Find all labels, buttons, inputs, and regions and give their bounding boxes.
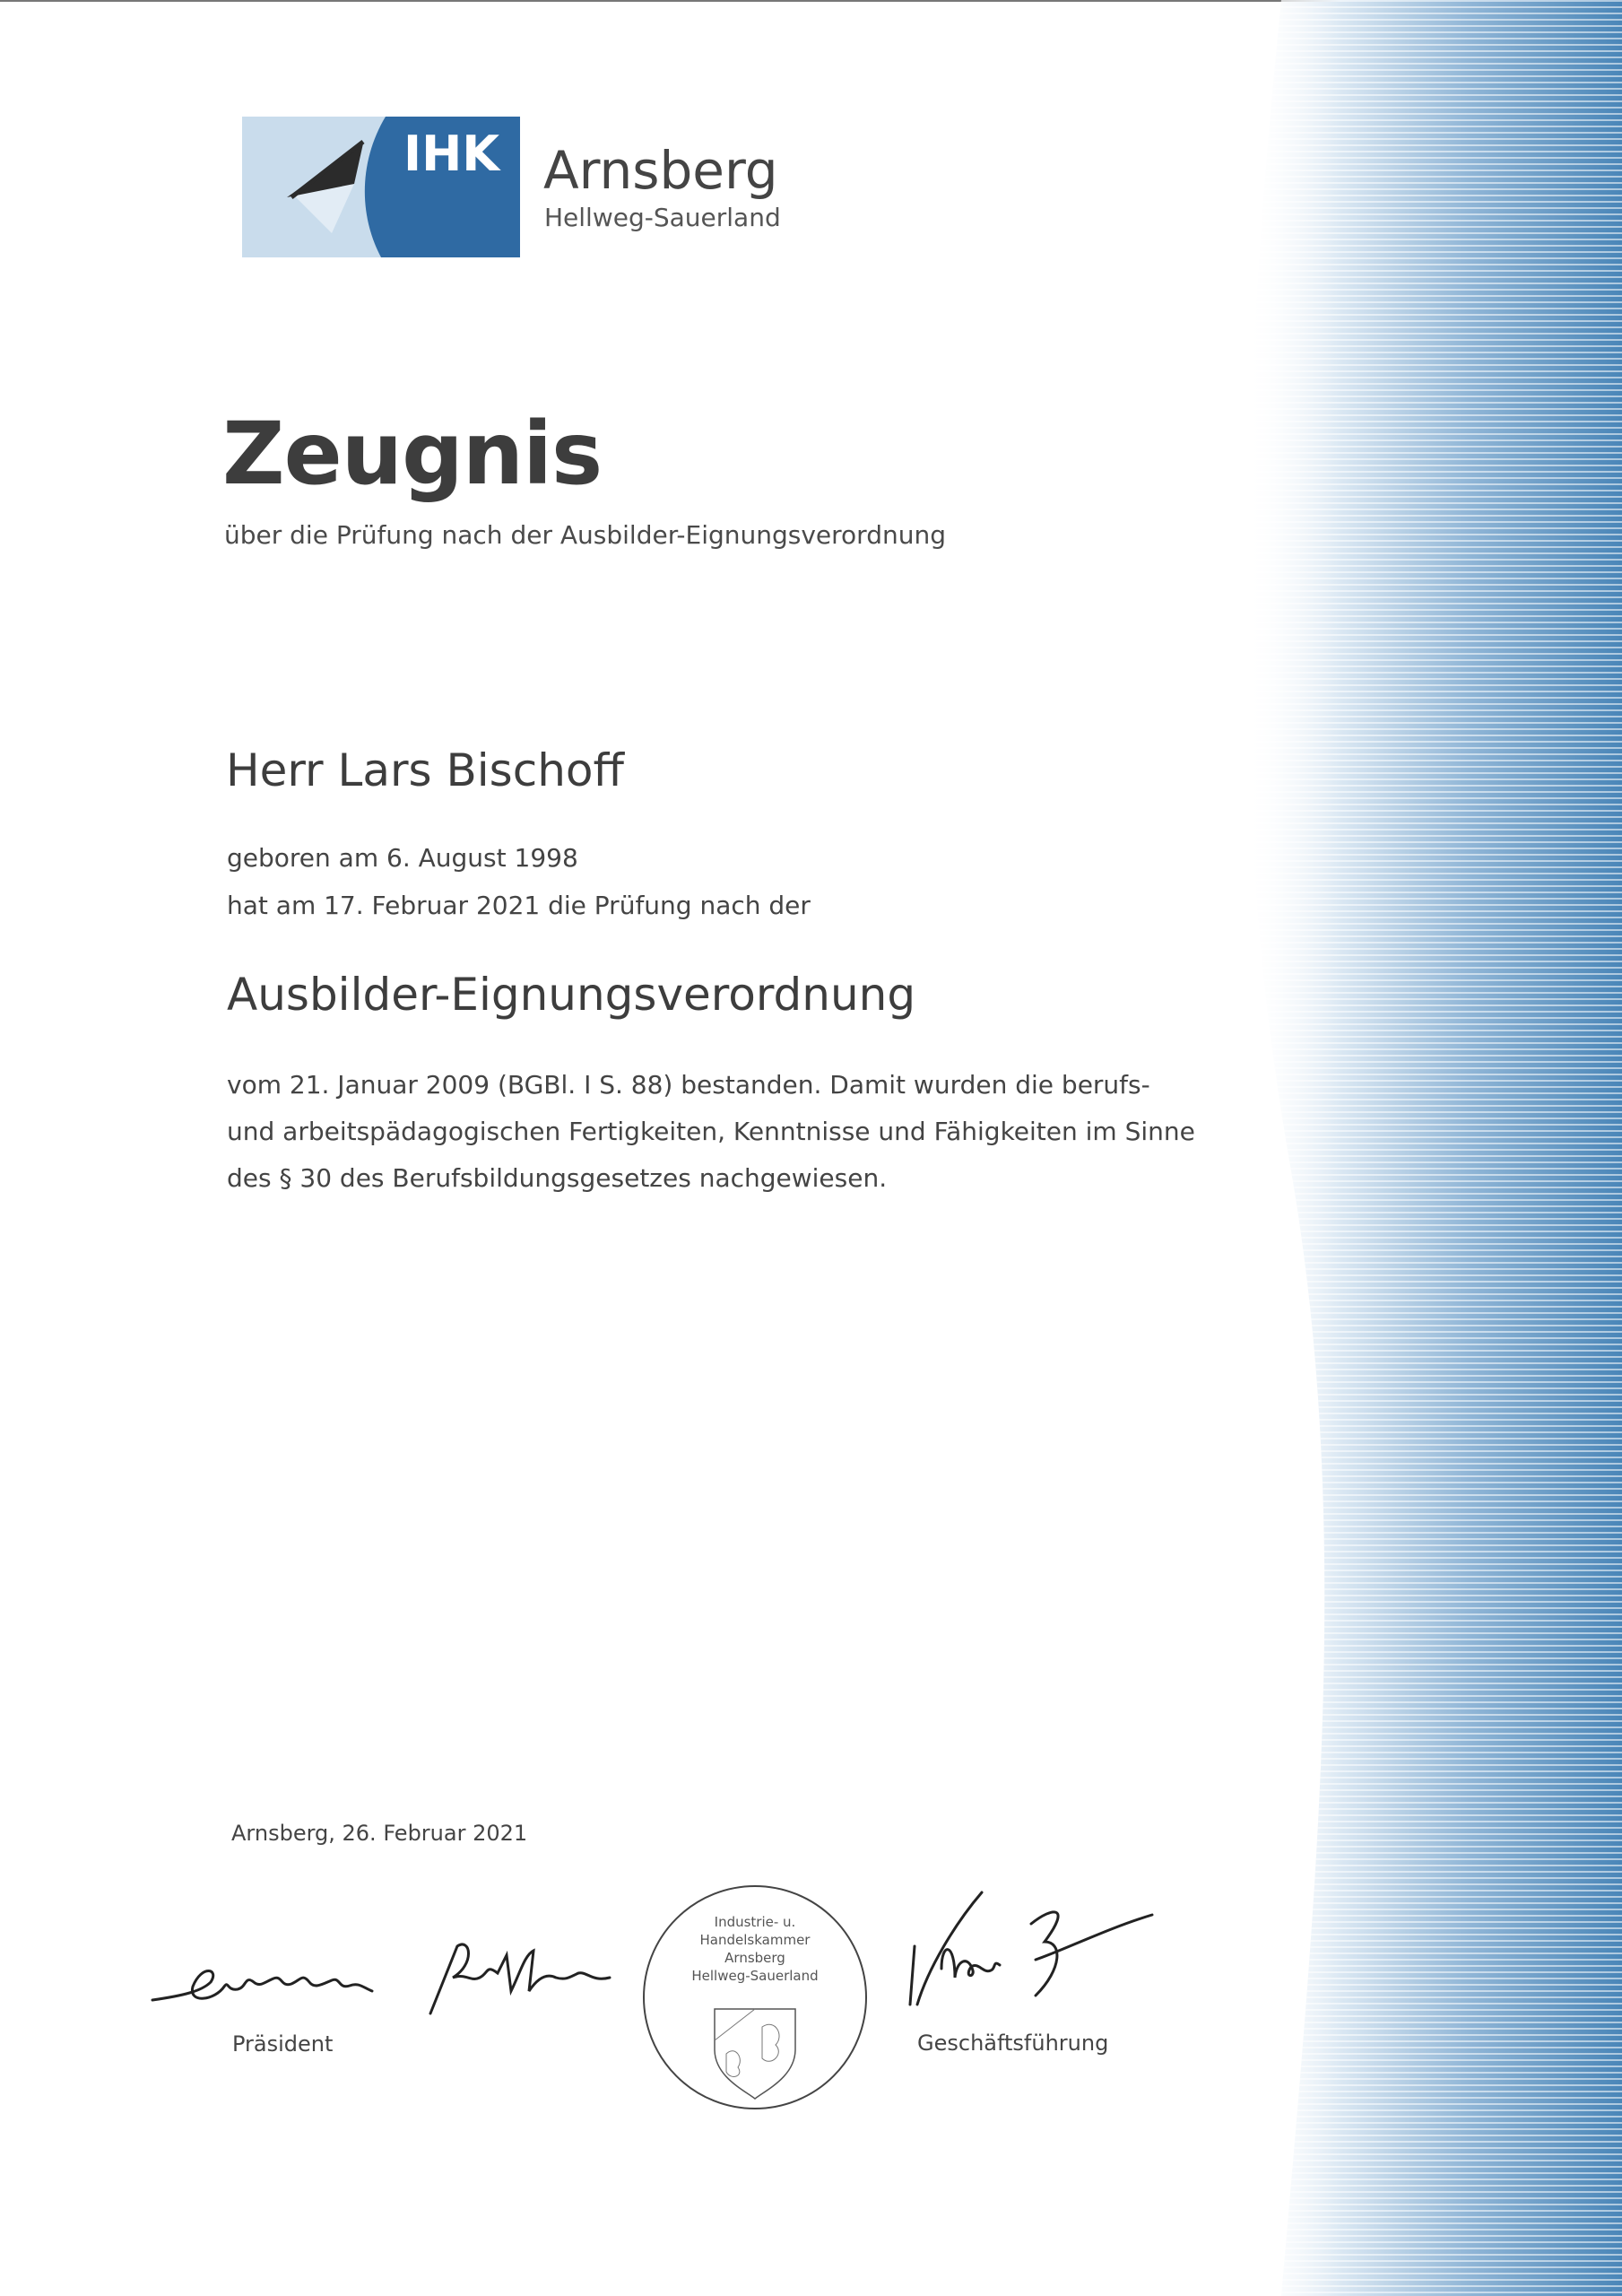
- place-date: Arnsberg, 26. Februar 2021: [231, 1821, 528, 1846]
- logo-brand-text: IHK: [403, 126, 500, 182]
- body-line: vom 21. Januar 2009 (BGBl. I S. 88) bestanden. Damit wurden die berufs-: [227, 1070, 1150, 1100]
- side-gradient-band: [1227, 0, 1622, 2296]
- birth-line: geboren am 6. August 1998: [227, 843, 578, 873]
- chamber-seal: [641, 1883, 870, 2112]
- regulation-name: Ausbilder-Eignungsverordnung: [227, 969, 916, 1021]
- certificate-subtitle: über die Prüfung nach der Ausbilder-Eignungsverordnung: [224, 520, 946, 550]
- president-label: Präsident: [232, 2031, 334, 2057]
- seal-line-3: Arnsberg: [724, 1950, 785, 1966]
- president-signature-second: [421, 1928, 619, 2027]
- management-label: Geschäftsführung: [917, 2031, 1109, 2056]
- logo-region-text: Hellweg-Sauerland: [544, 203, 781, 232]
- seal-line-1: Industrie- u.: [714, 1914, 796, 1930]
- seal-line-2: Handelskammer: [699, 1932, 811, 1948]
- body-line: des § 30 des Berufsbildungsgesetzes nachgewiesen.: [227, 1163, 888, 1193]
- ihk-logo: [242, 117, 816, 257]
- seal-line-4: Hellweg-Sauerland: [691, 1968, 819, 1984]
- body-line: und arbeitspädagogischen Fertigkeiten, Kenntnisse und Fähigkeiten im Sinne: [227, 1117, 1195, 1146]
- exam-line: hat am 17. Februar 2021 die Prüfung nach der: [227, 891, 811, 920]
- logo-city-text: Arnsberg: [543, 140, 778, 201]
- president-signature: [148, 1937, 390, 2027]
- certificate-title: Zeugnis: [222, 404, 603, 504]
- management-signature: [901, 1888, 1157, 2022]
- recipient-name: Herr Lars Bischoff: [226, 744, 624, 796]
